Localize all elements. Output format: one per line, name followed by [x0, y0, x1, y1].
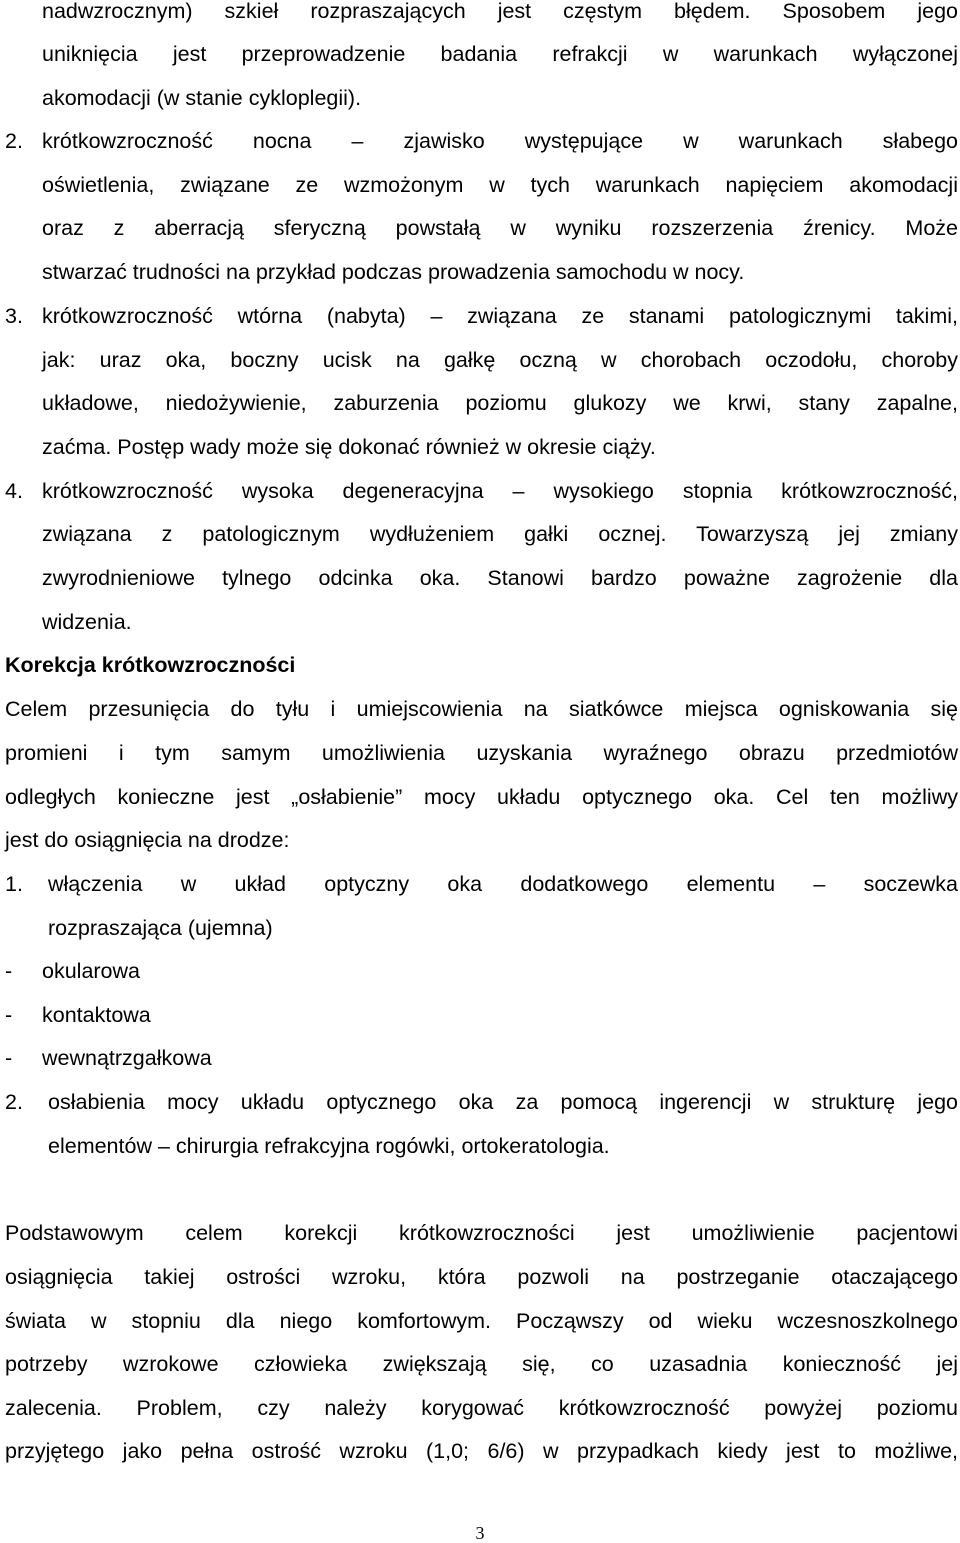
text-line: osiągnięcia takiej ostrości wzroku, która pozwoli na postrzeganie otaczającego	[5, 1265, 958, 1289]
text-line: odległych konieczne jest „osłabienie” mocy układu optycznego oka. Cel ten możliwy	[5, 785, 958, 809]
text-line: krótkowzroczność wysoka degeneracyjna – wysokiego stopnia krótkowzroczność,	[42, 479, 958, 503]
text-line: związana z patologicznym wydłużeniem gałki ocznej. Towarzyszą jej zmiany	[42, 522, 958, 546]
text-line: uniknięcia jest przeprowadzenie badania refrakcji w warunkach wyłączonej	[42, 42, 958, 66]
text-line: potrzeby wzrokowe człowieka zwiększają się, co uzasadnia konieczność jej	[5, 1352, 958, 1376]
list-number: 1.	[5, 872, 23, 896]
list-number: 3.	[5, 304, 23, 328]
list-number: 2.	[5, 1090, 23, 1114]
section-heading: Korekcja krótkowzroczności	[5, 653, 296, 677]
text-line: oraz z aberracją sferyczną powstałą w wyniku rozszerzenia źrenicy. Może	[42, 216, 958, 240]
text-line: jest do osiągnięcia na drodze:	[5, 828, 290, 852]
text-line: krótkowzroczność nocna – zjawisko występujące w warunkach słabego	[42, 129, 958, 153]
text-line: układowe, niedożywienie, zaburzenia poziomu glukozy we krwi, stany zapalne,	[42, 391, 958, 415]
text-line: rozpraszająca (ujemna)	[48, 916, 273, 940]
text-line: świata w stopniu dla niego komfortowym. Począwszy od wieku wczesnoszkolnego	[5, 1309, 958, 1333]
text-line: zalecenia. Problem, czy należy korygować krótkowzroczność powyżej poziomu	[5, 1396, 958, 1420]
list-item: kontaktowa	[42, 1003, 151, 1027]
text-line: promieni i tym samym umożliwienia uzyskania wyraźnego obrazu przedmiotów	[5, 741, 958, 765]
text-line: Celem przesunięcia do tyłu i umiejscowienia na siatkówce miejsca ogniskowania się	[5, 697, 958, 721]
text-line: zwyrodnieniowe tylnego odcinka oka. Stanowi bardzo poważne zagrożenie dla	[42, 566, 958, 590]
list-dash: -	[5, 1046, 13, 1070]
list-item: wewnątrzgałkowa	[42, 1046, 212, 1070]
page-number: 3	[475, 1523, 485, 1543]
text-line: nadwzrocznym) szkieł rozpraszających jest częstym błędem. Sposobem jego	[42, 0, 958, 23]
text-line: elementów – chirurgia refrakcyjna rogówki, ortokeratologia.	[48, 1134, 610, 1158]
text-line: stwarzać trudności na przykład podczas prowadzenia samochodu w nocy.	[42, 260, 745, 284]
text-line: przyjętego jako pełna ostrość wzroku (1,0; 6/6) w przypadkach kiedy jest to możliwe,	[5, 1439, 958, 1463]
text-line: widzenia.	[42, 610, 132, 634]
text-line: akomodacji (w stanie cykloplegii).	[42, 86, 362, 110]
text-line: Podstawowym celem korekcji krótkowzroczności jest umożliwienie pacjentowi	[5, 1221, 958, 1245]
list-dash: -	[5, 959, 13, 983]
text-line: zaćma. Postęp wady może się dokonać również w okresie ciąży.	[42, 435, 656, 459]
text-line: osłabienia mocy układu optycznego oka za pomocą ingerencji w strukturę jego	[48, 1090, 958, 1114]
list-number: 4.	[5, 479, 23, 503]
list-item: okularowa	[42, 959, 140, 983]
text-line: krótkowzroczność wtórna (nabyta) – związana ze stanami patologicznymi takimi,	[42, 304, 958, 328]
text-line: oświetlenia, związane ze wzmożonym w tych warunkach napięciem akomodacji	[42, 173, 958, 197]
text-line: jak: uraz oka, boczny ucisk na gałkę oczną w chorobach oczodołu, choroby	[42, 348, 958, 372]
text-line: włączenia w układ optyczny oka dodatkowego elementu – soczewka	[48, 872, 958, 896]
list-dash: -	[5, 1003, 13, 1027]
list-number: 2.	[5, 129, 23, 153]
